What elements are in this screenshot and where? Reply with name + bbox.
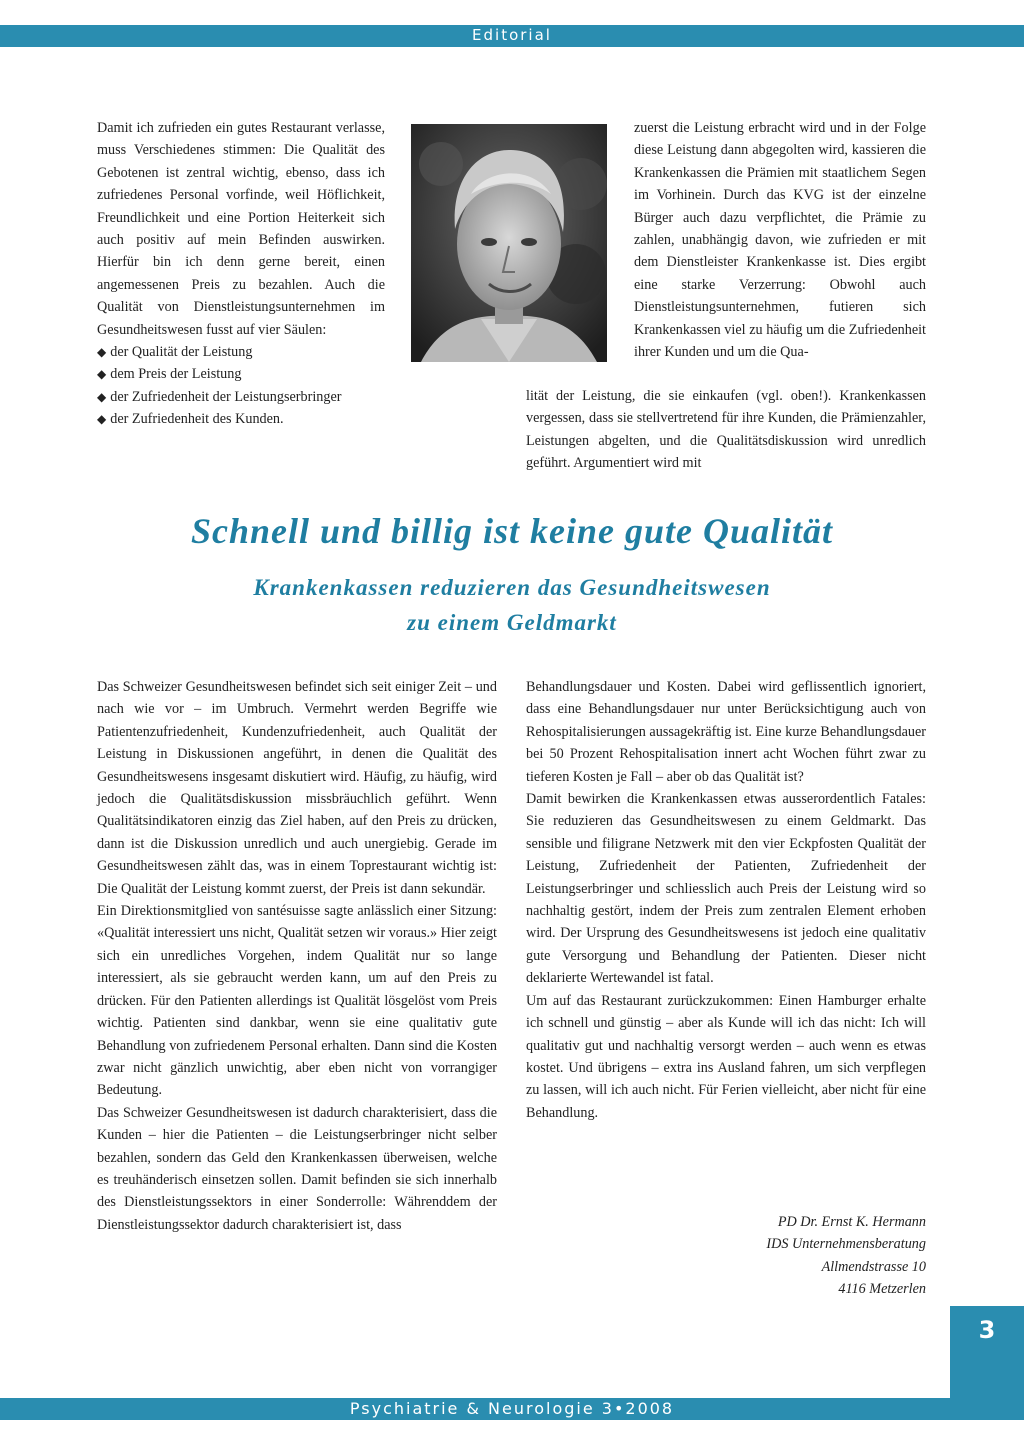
author-city: 4116 Metzerlen [838, 1281, 926, 1298]
header-bar [0, 25, 1024, 47]
body-paragraph: Damit bewirken die Krankenkassen etwas ausserordentlich Fatales: Sie reduzieren das Gesundheitswesen zu einem Geldmarkt. Das sensible und filigrane Netzwerk mit den vier Eckpfosten Qualität der Leistung, Zufriedenheit der Patienten, Zufriedenheit der Leistungserbringer und schliesslich auch Preis der Leistung wird so nachhaltig gestört, indem der Preis zum zentralen Element erhoben wird. Der Ursprung des Gesundheitswesens ist jedoch eine qualitativ gute Versorgung und Behandlung der Patienten. Dieser nicht deklarierte Wertewandel ist fatal. [526, 791, 926, 987]
intro-right-paragraph: zuerst die Leistung erbracht wird und in der Folge diese Leistung dann abgegolten wird, kassieren die Krankenkassen die Prämien mit staatlichem Segen im Vorhinein. Durch das KVG ist der einzelne Bürger auch dazu verpflichtet, die Prämie zu zahlen, unabhängig davon, wie zufrieden er mit dem Dienstleister Krankenkasse ist. Dies ergibt eine starke Verzerrung: Obwohl auch Dienstleistungsunternehmen, futieren sich Krankenkassen viel zu häufig um die Zufriedenheit ihrer Kunden und um die Qua- [634, 120, 926, 361]
subtitle-line: zu einem Geldmarkt [407, 610, 617, 635]
intro-right-column-bottom [526, 385, 926, 475]
list-item: ◆ der Qualität der Leistung [97, 341, 385, 363]
body-paragraph: Um auf das Restaurant zurückzukommen: Einen Hamburger erhalte ich schnell und günstig – aber als Kunde will ich das nicht: Ich will qualitativ gut und nachhaltig versorgt werden – auch wenn es etwas kostet. Und übrigens – extra ins Ausland fahren, um sich verpflegen zu lassen, will ich auch nicht. Für Ferien vielleicht, aber nicht für eine Behandlung. [526, 992, 926, 1121]
journal-name: Psychiatrie & Neurologie 3•2008 [349, 1399, 675, 1418]
portrait-illustration [411, 124, 607, 362]
list-item: ◆ der Zufriedenheit des Kunden. [97, 408, 385, 430]
intro-paragraph: Damit ich zufrieden ein gutes Restaurant verlasse, muss Verschiedenes stimmen: Die Qualität des Gebotenen ist zentral wichtig, ebenso, dass ich zufriedenes Personal vorfinde, weil Höflichkeit, Freundlichkeit und eine Portion Heiterkeit sich auch positiv auf mein Befinden auswirken. Hierfür bin ich denn gerne bereit, einen angemessenen Preis zu bezahlen. Auch die Qualität von Dienstleistungsunternehmen im Gesundheitswesen fusst auf vier Säulen: [97, 120, 385, 338]
body-paragraph: Das Schweizer Gesundheitswesen ist dadurch charakterisiert, dass die Kunden – hier die Patienten – die Leistungserbringer nicht selber bezahlen, sondern das Geld den Krankenkassen überweisen, welche es treuhänderisch einsetzen sollen. Damit befinden sie sich innerhalb des Dienstleistungssektors in einer Sonderrolle: Währenddem der Dienstleistungssektor dadurch charakterisiert ist, dass [97, 1104, 497, 1233]
body-paragraph: Ein Direktionsmitglied von santésuisse sagte anlässlich einer Sitzung: «Qualität interessiert uns nicht, Qualität setzen wir voraus.» Hier zeigt sich ein unredliches Vorgehen, indem Qualität nur so lange interessiert, als sie gebraucht werden kann, um auf den Preis zu drücken. Für den Patienten allerdings ist Qualität lösgelöst vom Preis wichtig. Patienten sind dankbar, wenn sie eine qualitativ gute Behandlung von zufriedenem Personal erhalten. Dann sind die Kosten zwar nicht gänzlich unwichtig, aber eben nicht von vorrangiger Bedeutung. [97, 903, 497, 1099]
quality-pillars-list [97, 341, 385, 431]
author-street: Allmendstrasse 10 [821, 1258, 926, 1275]
body-paragraph: Das Schweizer Gesundheitswesen befindet sich seit einiger Zeit – und nach wie vor – im Umbruch. Vermehrt werden Begriffe wie Patientenzufriedenheit, Kundenzufriedenheit, auch Qualität der Leistung in Diskussionen angeführt, in denen die Qualität des Gesundheitswesens insgesamt diskutiert wird. Häufig, zu häufig, wird jedoch die Qualitätsdiskussion missbräuchlich geführt. Wenn Qualitätsindikatoren einzig das Ziel haben, auf den Preis zu drücken, dann ist die Diskussion unredlich und auch unergiebig. Gerade im Gesundheitswesen zählt das, was in einem Toprestaurant wichtig ist: Die Qualität der Leistung kommt zuerst, der Preis ist dann sekundär. [97, 679, 497, 897]
page-number-box [950, 1306, 1024, 1400]
list-item: ◆ dem Preis der Leistung [97, 363, 385, 385]
intro-right-column-top [634, 117, 926, 363]
footer-bar [0, 1398, 1024, 1420]
subtitle-line: Krankenkassen reduzieren das Gesundheitswesen [253, 575, 771, 600]
section-label: Editorial [472, 26, 552, 44]
author-signature [600, 1211, 926, 1301]
body-right-column [526, 676, 926, 1124]
intro-left-column [97, 117, 385, 431]
intro-right-paragraph-continued: lität der Leistung, die sie einkaufen (vgl. oben!). Krankenkassen vergessen, dass sie stellvertretend für ihre Kunden, die Prämienzahler, Leistungen abgelten, und die Qualitätsdiskussion wird unredlich geführt. Argumentiert wird mit [526, 388, 926, 472]
page-number: 3 [978, 1316, 996, 1344]
author-name: PD Dr. Ernst K. Hermann [777, 1214, 926, 1230]
article-title: Schnell und billig ist keine gute Qualität [190, 511, 834, 551]
author-company: IDS Unternehmensberatung [766, 1236, 926, 1253]
body-paragraph: Behandlungsdauer und Kosten. Dabei wird geflissentlich ignoriert, dass eine Behandlungsdauer nur unter Berücksichtigung auch von Rehospitalisierungen aussagekräftig ist. Eine kurze Behandlungsdauer bei 50 Prozent Rehospitalisation innert acht Wochen führt zwar zu tieferen Kosten je Fall – aber ob das Qualität ist? [526, 679, 926, 785]
body-left-column [97, 676, 497, 1236]
author-photo [411, 124, 607, 362]
article-subtitle [60, 570, 964, 640]
list-item: ◆ der Zufriedenheit der Leistungserbringer [97, 386, 385, 408]
